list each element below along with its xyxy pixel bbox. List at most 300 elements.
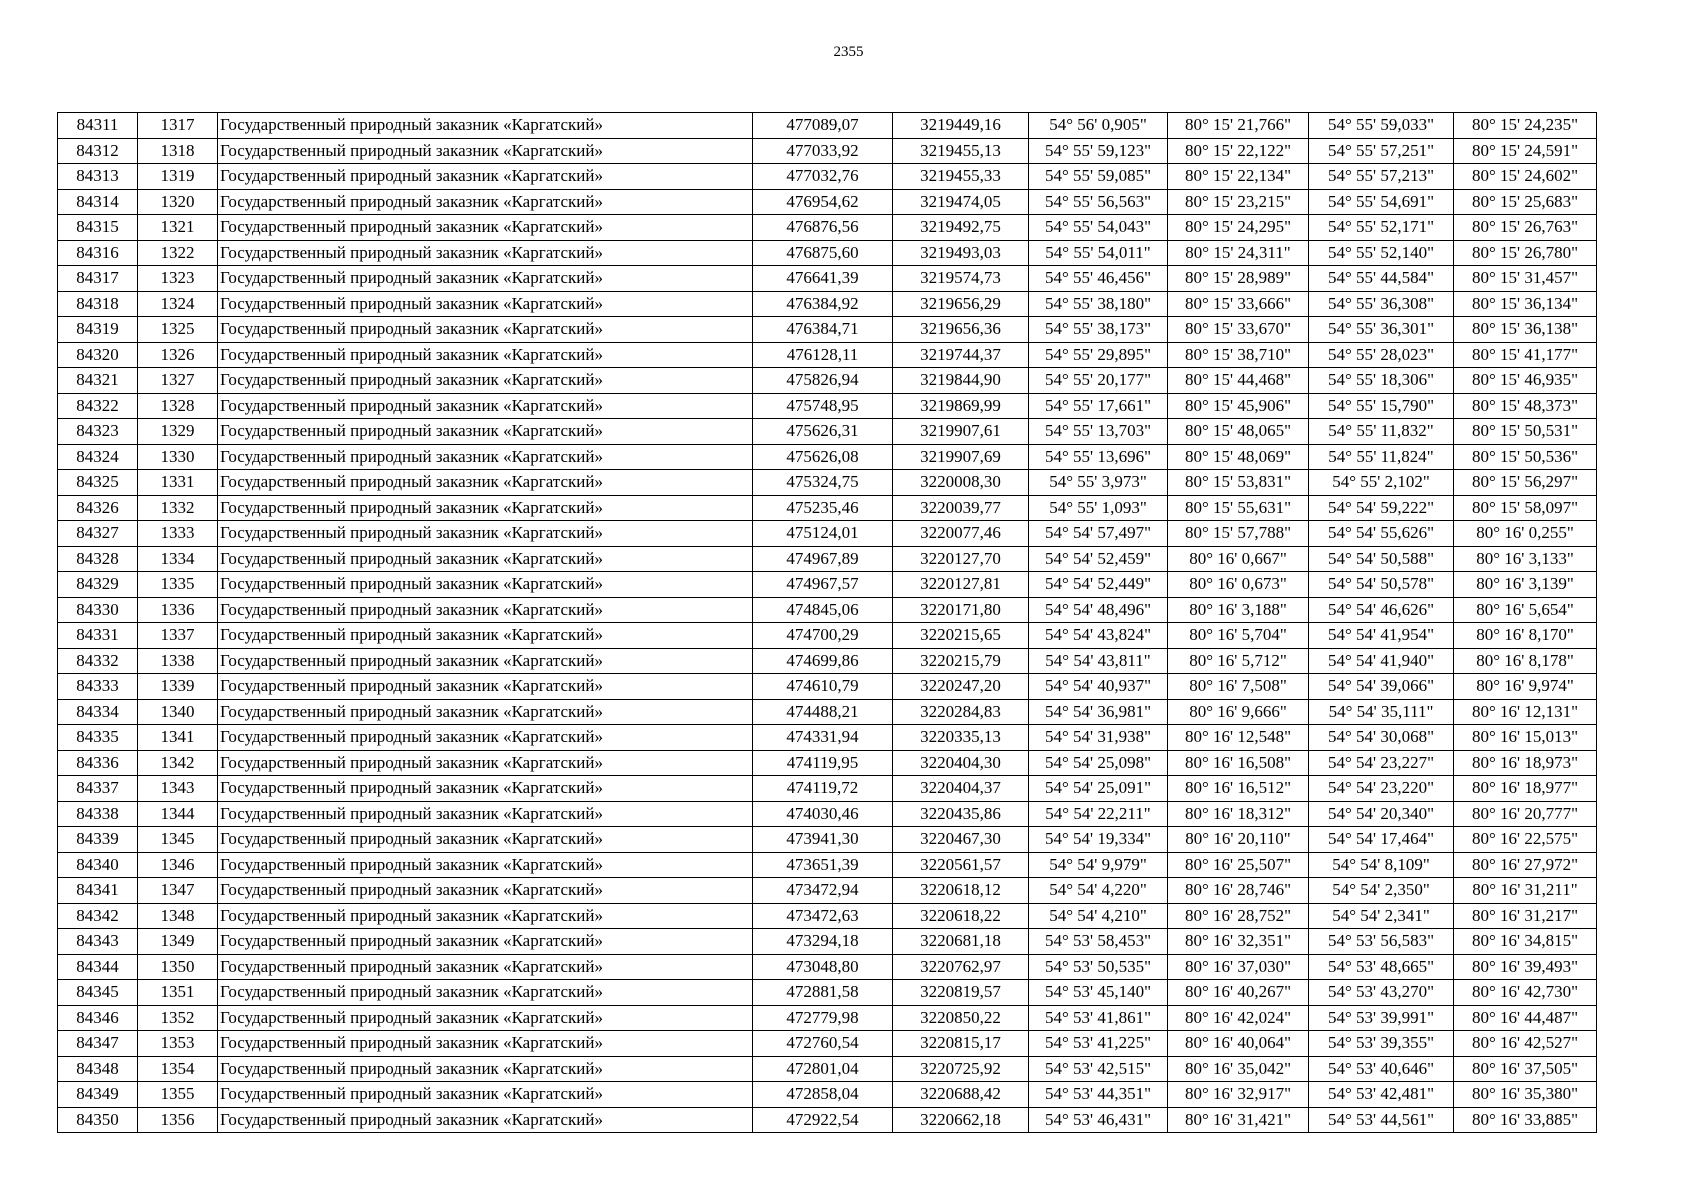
latitude-2-cell: 54° 55' 11,832" [1309,419,1454,445]
y-coordinate-cell: 3220404,30 [893,750,1029,776]
area-name-cell: Государственный природный заказник «Каргатский» [218,470,753,496]
point-number-cell: 1324 [138,291,218,317]
table-row [58,368,1597,394]
x-coordinate-cell: 476384,71 [753,317,893,343]
x-coordinate-cell: 472922,54 [753,1107,893,1133]
area-name-cell: Государственный природный заказник «Каргатский» [218,852,753,878]
latitude-1-cell: 54° 53' 44,351" [1029,1082,1168,1108]
y-coordinate-cell: 3220247,20 [893,674,1029,700]
latitude-1-cell: 54° 55' 59,085" [1029,164,1168,190]
longitude-1-cell: 80° 16' 5,712" [1168,648,1309,674]
y-coordinate-cell: 3219449,16 [893,113,1029,139]
area-name-cell: Государственный природный заказник «Каргатский» [218,1056,753,1082]
latitude-2-cell: 54° 55' 59,033" [1309,113,1454,139]
latitude-1-cell: 54° 55' 17,661" [1029,393,1168,419]
record-number-cell: 84334 [58,699,138,725]
area-name-cell: Государственный природный заказник «Каргатский» [218,648,753,674]
latitude-1-cell: 54° 55' 3,973" [1029,470,1168,496]
area-name-cell: Государственный природный заказник «Каргатский» [218,521,753,547]
y-coordinate-cell: 3220815,17 [893,1031,1029,1057]
longitude-1-cell: 80° 16' 31,421" [1168,1107,1309,1133]
longitude-1-cell: 80° 16' 7,508" [1168,674,1309,700]
y-coordinate-cell: 3219907,69 [893,444,1029,470]
y-coordinate-cell: 3219656,29 [893,291,1029,317]
latitude-2-cell: 54° 54' 8,109" [1309,852,1454,878]
longitude-2-cell: 80° 15' 31,457" [1454,266,1597,292]
longitude-2-cell: 80° 16' 31,211" [1454,878,1597,904]
area-name-cell: Государственный природный заказник «Каргатский» [218,164,753,190]
longitude-2-cell: 80° 16' 35,380" [1454,1082,1597,1108]
area-name-cell: Государственный природный заказник «Каргатский» [218,801,753,827]
table-row [58,572,1597,598]
x-coordinate-cell: 475235,46 [753,495,893,521]
longitude-2-cell: 80° 15' 48,373" [1454,393,1597,419]
longitude-1-cell: 80° 16' 3,188" [1168,597,1309,623]
table-row [58,674,1597,700]
longitude-1-cell: 80° 16' 35,042" [1168,1056,1309,1082]
point-number-cell: 1346 [138,852,218,878]
latitude-2-cell: 54° 55' 44,584" [1309,266,1454,292]
longitude-2-cell: 80° 15' 24,591" [1454,138,1597,164]
y-coordinate-cell: 3220215,65 [893,623,1029,649]
longitude-1-cell: 80° 16' 32,917" [1168,1082,1309,1108]
x-coordinate-cell: 476954,62 [753,189,893,215]
table-row [58,444,1597,470]
area-name-cell: Государственный природный заказник «Каргатский» [218,215,753,241]
area-name-cell: Государственный природный заказник «Каргатский» [218,317,753,343]
longitude-1-cell: 80° 15' 57,788" [1168,521,1309,547]
latitude-1-cell: 54° 55' 46,456" [1029,266,1168,292]
latitude-1-cell: 54° 54' 52,459" [1029,546,1168,572]
y-coordinate-cell: 3219869,99 [893,393,1029,419]
y-coordinate-cell: 3220762,97 [893,954,1029,980]
y-coordinate-cell: 3219493,03 [893,240,1029,266]
area-name-cell: Государственный природный заказник «Каргатский» [218,1107,753,1133]
y-coordinate-cell: 3220039,77 [893,495,1029,521]
latitude-1-cell: 54° 54' 52,449" [1029,572,1168,598]
longitude-2-cell: 80° 15' 46,935" [1454,368,1597,394]
x-coordinate-cell: 473941,30 [753,827,893,853]
longitude-2-cell: 80° 16' 0,255" [1454,521,1597,547]
table-row [58,1005,1597,1031]
point-number-cell: 1334 [138,546,218,572]
longitude-1-cell: 80° 16' 20,110" [1168,827,1309,853]
x-coordinate-cell: 472801,04 [753,1056,893,1082]
longitude-2-cell: 80° 16' 8,178" [1454,648,1597,674]
longitude-2-cell: 80° 15' 24,235" [1454,113,1597,139]
table-row [58,521,1597,547]
table-row [58,827,1597,853]
record-number-cell: 84329 [58,572,138,598]
latitude-2-cell: 54° 55' 2,102" [1309,470,1454,496]
x-coordinate-cell: 475124,01 [753,521,893,547]
point-number-cell: 1350 [138,954,218,980]
point-number-cell: 1353 [138,1031,218,1057]
area-name-cell: Государственный природный заказник «Каргатский» [218,342,753,368]
area-name-cell: Государственный природный заказник «Каргатский» [218,240,753,266]
longitude-2-cell: 80° 16' 34,815" [1454,929,1597,955]
latitude-1-cell: 54° 55' 54,011" [1029,240,1168,266]
x-coordinate-cell: 473472,94 [753,878,893,904]
record-number-cell: 84342 [58,903,138,929]
record-number-cell: 84350 [58,1107,138,1133]
longitude-1-cell: 80° 15' 48,065" [1168,419,1309,445]
record-number-cell: 84348 [58,1056,138,1082]
record-number-cell: 84318 [58,291,138,317]
y-coordinate-cell: 3220127,70 [893,546,1029,572]
latitude-1-cell: 54° 55' 54,043" [1029,215,1168,241]
y-coordinate-cell: 3220171,80 [893,597,1029,623]
x-coordinate-cell: 477032,76 [753,164,893,190]
x-coordinate-cell: 472881,58 [753,980,893,1006]
y-coordinate-cell: 3220467,30 [893,827,1029,853]
latitude-1-cell: 54° 56' 0,905" [1029,113,1168,139]
latitude-1-cell: 54° 53' 58,453" [1029,929,1168,955]
table-row [58,113,1597,139]
latitude-1-cell: 54° 54' 40,937" [1029,674,1168,700]
x-coordinate-cell: 474488,21 [753,699,893,725]
latitude-2-cell: 54° 53' 56,583" [1309,929,1454,955]
x-coordinate-cell: 474967,89 [753,546,893,572]
x-coordinate-cell: 474610,79 [753,674,893,700]
longitude-1-cell: 80° 16' 0,673" [1168,572,1309,598]
x-coordinate-cell: 474699,86 [753,648,893,674]
y-coordinate-cell: 3220725,92 [893,1056,1029,1082]
y-coordinate-cell: 3219744,37 [893,342,1029,368]
longitude-1-cell: 80° 16' 40,267" [1168,980,1309,1006]
table-row [58,750,1597,776]
latitude-2-cell: 54° 54' 2,350" [1309,878,1454,904]
record-number-cell: 84335 [58,725,138,751]
point-number-cell: 1349 [138,929,218,955]
table-row [58,164,1597,190]
y-coordinate-cell: 3220008,30 [893,470,1029,496]
table-body [58,113,1597,1133]
record-number-cell: 84319 [58,317,138,343]
longitude-1-cell: 80° 15' 45,906" [1168,393,1309,419]
latitude-2-cell: 54° 55' 11,824" [1309,444,1454,470]
x-coordinate-cell: 474967,57 [753,572,893,598]
area-name-cell: Государственный природный заказник «Каргатский» [218,623,753,649]
latitude-1-cell: 54° 54' 31,938" [1029,725,1168,751]
y-coordinate-cell: 3220127,81 [893,572,1029,598]
x-coordinate-cell: 474030,46 [753,801,893,827]
table-row [58,801,1597,827]
longitude-1-cell: 80° 15' 22,122" [1168,138,1309,164]
x-coordinate-cell: 475826,94 [753,368,893,394]
latitude-2-cell: 54° 54' 23,220" [1309,776,1454,802]
record-number-cell: 84333 [58,674,138,700]
point-number-cell: 1336 [138,597,218,623]
record-number-cell: 84345 [58,980,138,1006]
point-number-cell: 1348 [138,903,218,929]
x-coordinate-cell: 472760,54 [753,1031,893,1057]
record-number-cell: 84337 [58,776,138,802]
latitude-2-cell: 54° 54' 20,340" [1309,801,1454,827]
record-number-cell: 84324 [58,444,138,470]
latitude-1-cell: 54° 53' 50,535" [1029,954,1168,980]
latitude-1-cell: 54° 54' 4,220" [1029,878,1168,904]
latitude-2-cell: 54° 53' 48,665" [1309,954,1454,980]
point-number-cell: 1333 [138,521,218,547]
record-number-cell: 84327 [58,521,138,547]
record-number-cell: 84347 [58,1031,138,1057]
coordinates-table [57,112,1597,1133]
latitude-1-cell: 54° 54' 48,496" [1029,597,1168,623]
x-coordinate-cell: 474700,29 [753,623,893,649]
record-number-cell: 84316 [58,240,138,266]
longitude-2-cell: 80° 16' 31,217" [1454,903,1597,929]
table-row [58,393,1597,419]
longitude-2-cell: 80° 15' 36,134" [1454,291,1597,317]
longitude-1-cell: 80° 16' 32,351" [1168,929,1309,955]
record-number-cell: 84322 [58,393,138,419]
longitude-2-cell: 80° 16' 27,972" [1454,852,1597,878]
record-number-cell: 84338 [58,801,138,827]
y-coordinate-cell: 3220850,22 [893,1005,1029,1031]
longitude-1-cell: 80° 15' 48,069" [1168,444,1309,470]
area-name-cell: Государственный природный заказник «Каргатский» [218,878,753,904]
point-number-cell: 1329 [138,419,218,445]
table-row [58,470,1597,496]
latitude-1-cell: 54° 54' 25,091" [1029,776,1168,802]
latitude-1-cell: 54° 55' 56,563" [1029,189,1168,215]
longitude-2-cell: 80° 16' 39,493" [1454,954,1597,980]
y-coordinate-cell: 3220819,57 [893,980,1029,1006]
record-number-cell: 84313 [58,164,138,190]
x-coordinate-cell: 474119,95 [753,750,893,776]
table-row [58,138,1597,164]
table-row [58,903,1597,929]
area-name-cell: Государственный природный заказник «Каргатский» [218,291,753,317]
x-coordinate-cell: 475626,08 [753,444,893,470]
x-coordinate-cell: 475626,31 [753,419,893,445]
point-number-cell: 1344 [138,801,218,827]
latitude-1-cell: 54° 55' 38,180" [1029,291,1168,317]
y-coordinate-cell: 3220215,79 [893,648,1029,674]
point-number-cell: 1319 [138,164,218,190]
longitude-2-cell: 80° 15' 56,297" [1454,470,1597,496]
longitude-2-cell: 80° 16' 5,654" [1454,597,1597,623]
latitude-1-cell: 54° 55' 20,177" [1029,368,1168,394]
area-name-cell: Государственный природный заказник «Каргатский» [218,495,753,521]
page-number: 2355 [833,44,864,60]
area-name-cell: Государственный природный заказник «Каргатский» [218,266,753,292]
longitude-1-cell: 80° 16' 25,507" [1168,852,1309,878]
longitude-1-cell: 80° 15' 23,215" [1168,189,1309,215]
table-row [58,215,1597,241]
x-coordinate-cell: 475324,75 [753,470,893,496]
longitude-2-cell: 80° 16' 15,013" [1454,725,1597,751]
record-number-cell: 84336 [58,750,138,776]
latitude-2-cell: 54° 54' 17,464" [1309,827,1454,853]
point-number-cell: 1330 [138,444,218,470]
latitude-2-cell: 54° 54' 46,626" [1309,597,1454,623]
record-number-cell: 84311 [58,113,138,139]
latitude-2-cell: 54° 55' 15,790" [1309,393,1454,419]
latitude-1-cell: 54° 54' 43,824" [1029,623,1168,649]
record-number-cell: 84346 [58,1005,138,1031]
y-coordinate-cell: 3219574,73 [893,266,1029,292]
y-coordinate-cell: 3220284,83 [893,699,1029,725]
point-number-cell: 1317 [138,113,218,139]
longitude-1-cell: 80° 16' 16,508" [1168,750,1309,776]
x-coordinate-cell: 477033,92 [753,138,893,164]
area-name-cell: Государственный природный заказник «Каргатский» [218,750,753,776]
y-coordinate-cell: 3220618,22 [893,903,1029,929]
y-coordinate-cell: 3220688,42 [893,1082,1029,1108]
table-row [58,189,1597,215]
record-number-cell: 84325 [58,470,138,496]
latitude-2-cell: 54° 53' 43,270" [1309,980,1454,1006]
record-number-cell: 84331 [58,623,138,649]
table-row [58,546,1597,572]
x-coordinate-cell: 476875,60 [753,240,893,266]
latitude-1-cell: 54° 54' 19,334" [1029,827,1168,853]
longitude-2-cell: 80° 16' 8,170" [1454,623,1597,649]
longitude-2-cell: 80° 15' 41,177" [1454,342,1597,368]
latitude-2-cell: 54° 54' 41,954" [1309,623,1454,649]
longitude-2-cell: 80° 16' 37,505" [1454,1056,1597,1082]
longitude-1-cell: 80° 16' 28,746" [1168,878,1309,904]
latitude-2-cell: 54° 54' 41,940" [1309,648,1454,674]
x-coordinate-cell: 474331,94 [753,725,893,751]
area-name-cell: Государственный природный заказник «Каргатский» [218,699,753,725]
latitude-2-cell: 54° 54' 50,588" [1309,546,1454,572]
y-coordinate-cell: 3220404,37 [893,776,1029,802]
latitude-1-cell: 54° 53' 42,515" [1029,1056,1168,1082]
record-number-cell: 84330 [58,597,138,623]
point-number-cell: 1355 [138,1082,218,1108]
longitude-2-cell: 80° 16' 18,973" [1454,750,1597,776]
point-number-cell: 1327 [138,368,218,394]
latitude-2-cell: 54° 54' 50,578" [1309,572,1454,598]
longitude-1-cell: 80° 15' 33,670" [1168,317,1309,343]
latitude-1-cell: 54° 55' 1,093" [1029,495,1168,521]
latitude-2-cell: 54° 53' 44,561" [1309,1107,1454,1133]
latitude-2-cell: 54° 54' 23,227" [1309,750,1454,776]
point-number-cell: 1347 [138,878,218,904]
latitude-2-cell: 54° 54' 35,111" [1309,699,1454,725]
latitude-2-cell: 54° 55' 28,023" [1309,342,1454,368]
x-coordinate-cell: 472858,04 [753,1082,893,1108]
longitude-2-cell: 80° 15' 58,097" [1454,495,1597,521]
longitude-2-cell: 80° 15' 26,780" [1454,240,1597,266]
latitude-2-cell: 54° 53' 39,355" [1309,1031,1454,1057]
point-number-cell: 1328 [138,393,218,419]
longitude-1-cell: 80° 16' 0,667" [1168,546,1309,572]
point-number-cell: 1351 [138,980,218,1006]
table-row [58,342,1597,368]
area-name-cell: Государственный природный заказник «Каргатский» [218,444,753,470]
longitude-1-cell: 80° 15' 44,468" [1168,368,1309,394]
latitude-2-cell: 54° 53' 40,646" [1309,1056,1454,1082]
y-coordinate-cell: 3220681,18 [893,929,1029,955]
table-row [58,699,1597,725]
y-coordinate-cell: 3220077,46 [893,521,1029,547]
y-coordinate-cell: 3219492,75 [893,215,1029,241]
point-number-cell: 1338 [138,648,218,674]
longitude-1-cell: 80° 16' 9,666" [1168,699,1309,725]
record-number-cell: 84341 [58,878,138,904]
point-number-cell: 1352 [138,1005,218,1031]
longitude-1-cell: 80° 15' 24,295" [1168,215,1309,241]
point-number-cell: 1356 [138,1107,218,1133]
record-number-cell: 84320 [58,342,138,368]
longitude-2-cell: 80° 16' 44,487" [1454,1005,1597,1031]
area-name-cell: Государственный природный заказник «Каргатский» [218,954,753,980]
y-coordinate-cell: 3219907,61 [893,419,1029,445]
area-name-cell: Государственный природный заказник «Каргатский» [218,572,753,598]
longitude-1-cell: 80° 16' 28,752" [1168,903,1309,929]
longitude-2-cell: 80° 15' 26,763" [1454,215,1597,241]
table-row [58,1107,1597,1133]
longitude-1-cell: 80° 16' 12,548" [1168,725,1309,751]
area-name-cell: Государственный природный заказник «Каргатский» [218,393,753,419]
record-number-cell: 84326 [58,495,138,521]
table-row [58,725,1597,751]
latitude-2-cell: 54° 55' 36,301" [1309,317,1454,343]
table-row [58,266,1597,292]
area-name-cell: Государственный природный заказник «Каргатский» [218,1082,753,1108]
latitude-1-cell: 54° 55' 13,696" [1029,444,1168,470]
latitude-2-cell: 54° 55' 57,213" [1309,164,1454,190]
area-name-cell: Государственный природный заказник «Каргатский» [218,1031,753,1057]
table-row [58,317,1597,343]
latitude-2-cell: 54° 55' 18,306" [1309,368,1454,394]
record-number-cell: 84312 [58,138,138,164]
x-coordinate-cell: 476641,39 [753,266,893,292]
latitude-2-cell: 54° 53' 39,991" [1309,1005,1454,1031]
x-coordinate-cell: 476384,92 [753,291,893,317]
latitude-2-cell: 54° 55' 36,308" [1309,291,1454,317]
y-coordinate-cell: 3219455,33 [893,164,1029,190]
area-name-cell: Государственный природный заказник «Каргатский» [218,138,753,164]
latitude-1-cell: 54° 53' 45,140" [1029,980,1168,1006]
record-number-cell: 84315 [58,215,138,241]
area-name-cell: Государственный природный заказник «Каргатский» [218,980,753,1006]
x-coordinate-cell: 473048,80 [753,954,893,980]
latitude-1-cell: 54° 54' 9,979" [1029,852,1168,878]
table-row [58,776,1597,802]
record-number-cell: 84343 [58,929,138,955]
latitude-2-cell: 54° 53' 42,481" [1309,1082,1454,1108]
area-name-cell: Государственный природный заказник «Каргатский» [218,546,753,572]
point-number-cell: 1339 [138,674,218,700]
table-row [58,495,1597,521]
latitude-2-cell: 54° 54' 39,066" [1309,674,1454,700]
table-row [58,240,1597,266]
table-row [58,648,1597,674]
longitude-2-cell: 80° 15' 50,531" [1454,419,1597,445]
y-coordinate-cell: 3220335,13 [893,725,1029,751]
longitude-1-cell: 80° 16' 18,312" [1168,801,1309,827]
record-number-cell: 84321 [58,368,138,394]
table-row [58,929,1597,955]
latitude-1-cell: 54° 55' 38,173" [1029,317,1168,343]
record-number-cell: 84328 [58,546,138,572]
point-number-cell: 1323 [138,266,218,292]
table-row [58,852,1597,878]
x-coordinate-cell: 476876,56 [753,215,893,241]
longitude-2-cell: 80° 15' 25,683" [1454,189,1597,215]
latitude-2-cell: 54° 55' 52,171" [1309,215,1454,241]
longitude-1-cell: 80° 16' 5,704" [1168,623,1309,649]
y-coordinate-cell: 3220435,86 [893,801,1029,827]
area-name-cell: Государственный природный заказник «Каргатский» [218,674,753,700]
point-number-cell: 1320 [138,189,218,215]
y-coordinate-cell: 3220561,57 [893,852,1029,878]
